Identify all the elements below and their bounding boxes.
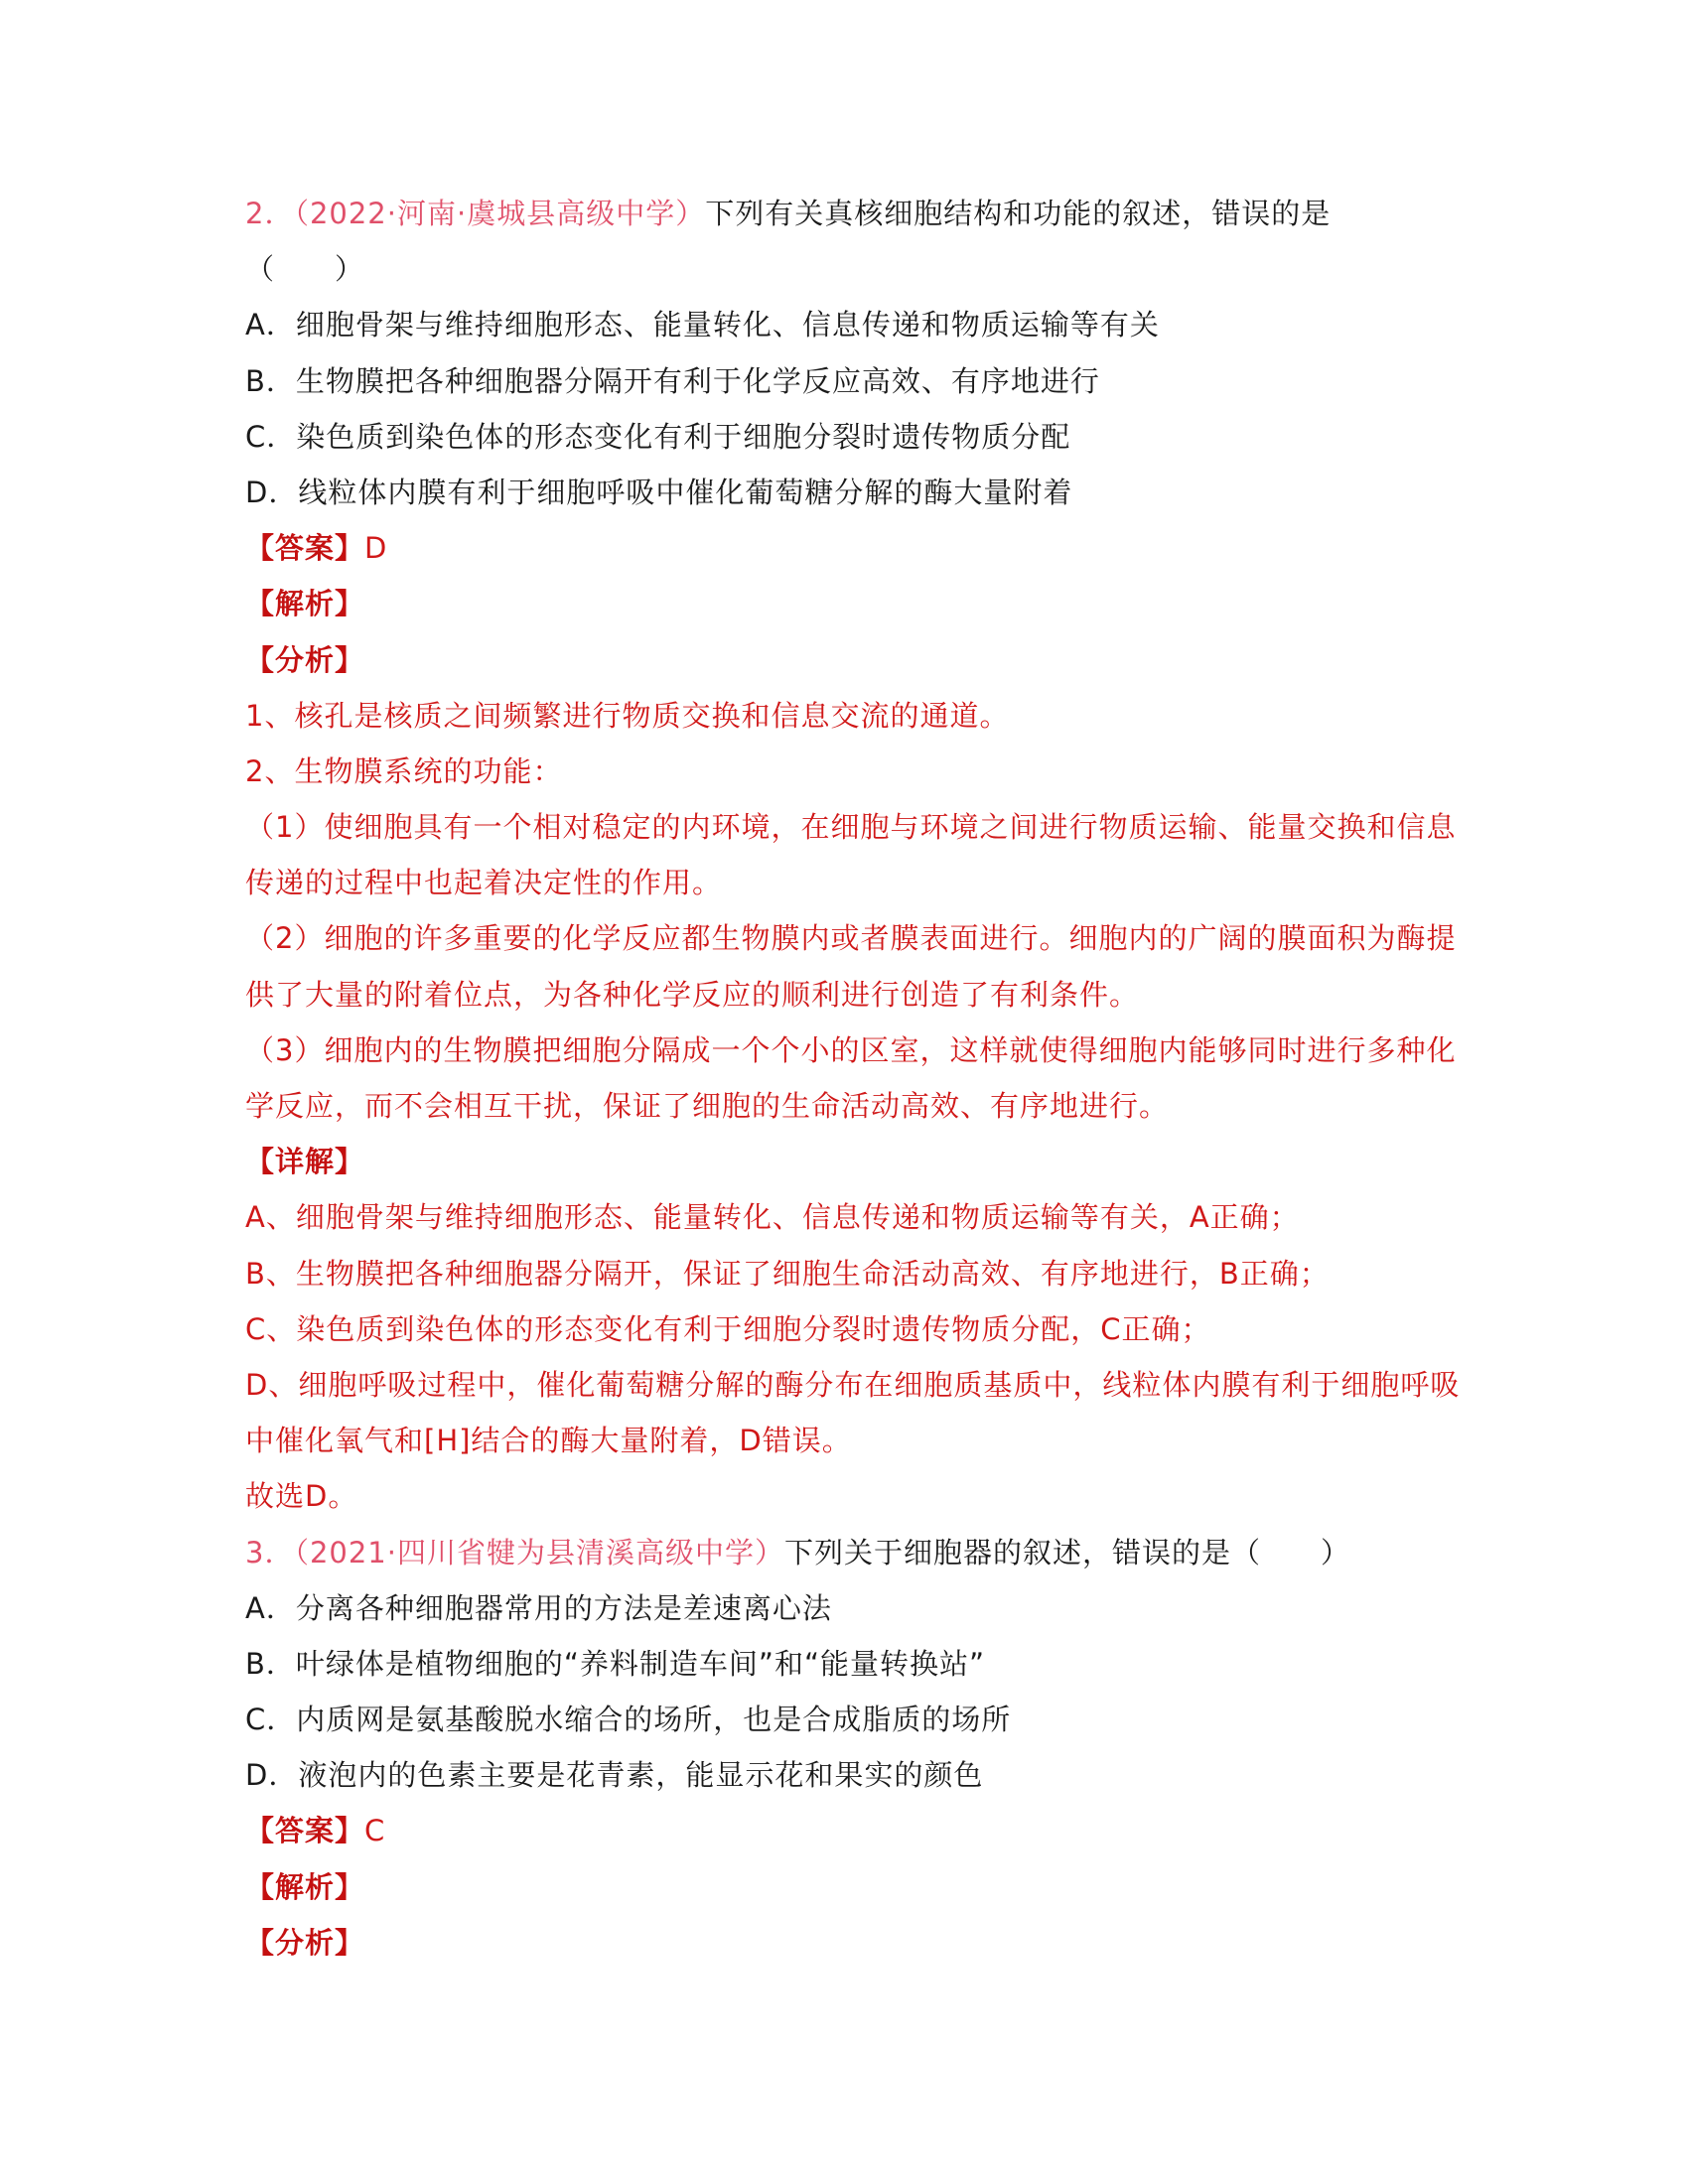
section-label: 【答案】	[245, 531, 365, 566]
detail-line	[245, 1189, 1417, 1245]
analysis-line	[245, 799, 1457, 855]
text-segment: B．生物膜把各种细胞器分隔开有利于化学反应高效、有序地进行	[245, 363, 1100, 398]
text-segment: D．线粒体内膜有利于细胞呼吸中催化葡萄糖分解的酶大量附着	[245, 475, 1073, 509]
heading-line	[245, 576, 1417, 631]
text-segment: C	[364, 1814, 386, 1848]
analysis-line	[245, 910, 1457, 966]
question-stem-line	[245, 186, 1417, 241]
text-segment: （1）使细胞具有一个相对稳定的内环境，在细胞与环境之间进行物质运输、能量交换和信息	[245, 810, 1457, 845]
section-label: 【答案】	[245, 1814, 365, 1848]
option-line	[245, 1692, 1417, 1747]
text-segment: 1、核孔是核质之间频繁进行物质交换和信息交流的通道。	[245, 698, 1010, 733]
section-label: 【详解】	[245, 1145, 365, 1179]
answer-line	[245, 1803, 1417, 1858]
analysis-line	[245, 1023, 1457, 1078]
text-segment: D．液泡内的色素主要是花青素，能显示花和果实的颜色	[245, 1758, 984, 1793]
detail-line	[245, 1468, 1417, 1524]
option-line	[245, 409, 1417, 465]
detail-line	[245, 1301, 1417, 1357]
text-segment: 供了大量的附着位点，为各种化学反应的顺利进行创造了有利条件。	[245, 977, 1140, 1012]
text-segment: （3）细胞内的生物膜把细胞分隔成一个个小的区室，这样就使得细胞内能够同时进行多种化	[245, 1032, 1457, 1067]
question-source: 3．（2021·四川省犍为县清溪高级中学）	[245, 1535, 784, 1570]
text-segment: A、细胞骨架与维持细胞形态、能量转化、信息传递和物质运输等有关，A正确；	[245, 1200, 1300, 1235]
question-stem-line	[245, 1525, 1417, 1580]
option-line	[245, 1747, 1417, 1803]
text-segment: D	[364, 531, 388, 566]
analysis-line	[245, 744, 1417, 799]
text-segment: （ ）	[245, 252, 365, 287]
text-segment: C．内质网是氨基酸脱水缩合的场所，也是合成脂质的场所	[245, 1703, 1012, 1737]
analysis-line	[245, 967, 1417, 1023]
text-segment: 下列关于细胞器的叙述，错误的是（ ）	[783, 1535, 1350, 1570]
question-source: 2．（2022·河南·虞城县高级中学）	[245, 197, 706, 230]
option-line	[245, 1580, 1417, 1636]
text-segment: C、染色质到染色体的形态变化有利于细胞分裂时遗传物质分配，C正确；	[245, 1311, 1211, 1346]
option-line	[245, 465, 1417, 520]
heading-line	[245, 632, 1417, 688]
detail-line	[245, 1413, 1417, 1468]
text-segment: C．染色质到染色体的形态变化有利于细胞分裂时遗传物质分配	[245, 419, 1071, 454]
analysis-line	[245, 855, 1417, 910]
text-segment: 下列有关真核细胞结构和功能的叙述，错误的是	[705, 197, 1332, 230]
analysis-line	[245, 1078, 1417, 1134]
text-segment: B．叶绿体是植物细胞的“养料制造车间”和“能量转换站”	[245, 1646, 985, 1681]
heading-line	[245, 1859, 1417, 1915]
section-label: 【分析】	[245, 1925, 365, 1960]
text-segment: 故选D。	[245, 1479, 358, 1514]
option-line	[245, 353, 1417, 409]
heading-line	[245, 1134, 1417, 1189]
section-label: 【分析】	[245, 642, 365, 677]
option-line	[245, 1636, 1417, 1692]
blank-line	[245, 241, 1417, 297]
document-page	[245, 186, 1461, 1971]
text-segment: D、细胞呼吸过程中，催化葡萄糖分解的酶分布在细胞质基质中，线粒体内膜有利于细胞呼吸	[245, 1367, 1461, 1402]
section-label: 【解析】	[245, 1869, 365, 1904]
text-segment: （2）细胞的许多重要的化学反应都生物膜内或者膜表面进行。细胞内的广阔的膜面积为酶提	[245, 921, 1457, 956]
text-segment: B、生物膜把各种细胞器分隔开，保证了细胞生命活动高效、有序地进行，B正确；	[245, 1256, 1330, 1291]
analysis-line	[245, 688, 1417, 744]
heading-line	[245, 1915, 1417, 1971]
section-label: 【解析】	[245, 587, 365, 621]
detail-line	[245, 1246, 1417, 1301]
answer-line	[245, 520, 1417, 576]
detail-line	[245, 1357, 1461, 1413]
text-segment: A．细胞骨架与维持细胞形态、能量转化、信息传递和物质运输等有关	[245, 308, 1160, 342]
option-line	[245, 297, 1417, 352]
text-segment: 传递的过程中也起着决定性的作用。	[245, 866, 723, 900]
text-segment: 学反应，而不会相互干扰，保证了细胞的生命活动高效、有序地进行。	[245, 1089, 1170, 1123]
text-segment: 2、生物膜系统的功能：	[245, 753, 563, 788]
text-segment: 中催化氧气和[H]结合的酶大量附着，D错误。	[245, 1424, 852, 1458]
text-segment: A．分离各种细胞器常用的方法是差速离心法	[245, 1590, 832, 1625]
